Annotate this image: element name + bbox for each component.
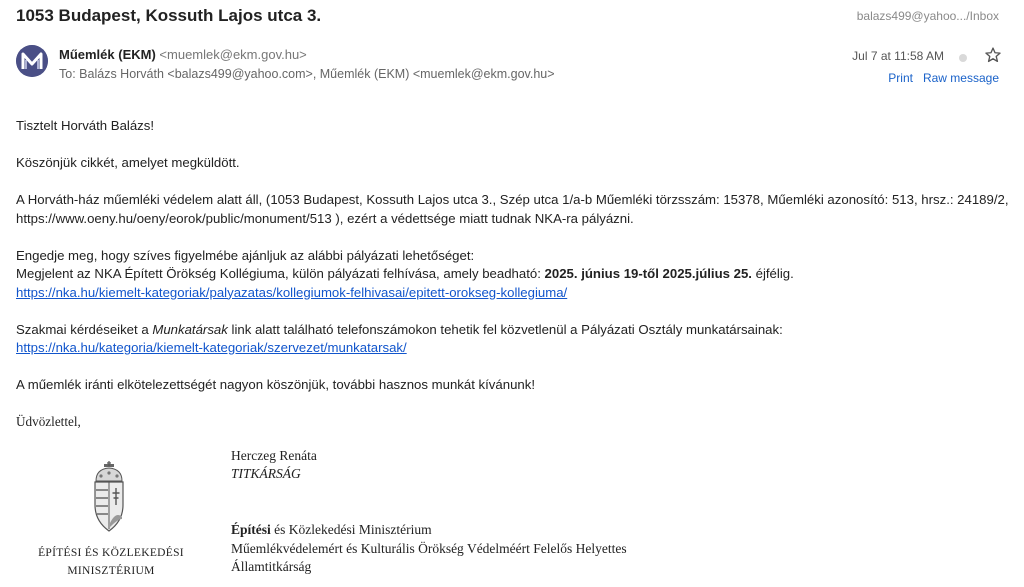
sender-line [59, 47, 307, 62]
protection-paragraph: A Horváth-ház műemléki védelem alatt áll, (1053 Budapest, Kossuth Lajos utca 3., Szép utca 1/a-b Műemléki törzsszám: 15378, Műemléki azonosító: 513, hrsz.: 24189/2, https://www.oeny.hu/oeny/eorok/public/monument/513 ), ezért a védettsége miatt tudnak NKA-ra pályázni. [16, 192, 1009, 226]
suggestion-line-2 [16, 265, 1011, 284]
message-actions [888, 71, 999, 85]
signature-org-rest: és Közlekedési Minisztérium [270, 522, 432, 537]
suggestion-line-1: Engedje meg, hogy szíves figyelmébe ajánljuk az alábbi pályázati lehetőséget: [16, 247, 475, 263]
to-recipients[interactable]: Balázs Horváth <balazs499@yahoo.com>, Műemlék (EKM) <muemlek@ekm.gov.hu> [79, 67, 555, 81]
questions-prefix: Szakmai kérdéseiket a [16, 321, 153, 337]
signature-title: TITKÁRSÁG [231, 466, 301, 481]
signature-name: Herczeg Renáta [231, 448, 317, 463]
raw-message-link[interactable]: Raw message [922, 71, 999, 85]
message-body [16, 117, 1011, 432]
thanks-paragraph: Köszönjük cikkét, amelyet megküldött. [16, 155, 240, 170]
sender-email[interactable]: <muemlek@ekm.gov.hu> [159, 47, 307, 62]
print-link[interactable]: Print [888, 71, 913, 85]
suggestion-prefix: Megjelent az NKA Épített Örökség Kollégiuma, külön pályázati felhívása, amely beadható: [16, 266, 545, 281]
nka-link-1[interactable]: https://nka.hu/kiemelt-kategoriak/palyazatas/kollegiumok-felhivasai/epitett-orokseg-kollegiuma/ [16, 284, 568, 300]
message-subject: 1053 Budapest, Kossuth Lajos utca 3. [16, 6, 322, 25]
ministry-emblem-caption [22, 544, 200, 580]
message-date: Jul 7 at 11:58 AM [852, 49, 944, 63]
questions-line [16, 321, 1011, 340]
closing-thanks: A műemlék iránti elkötelezettségét nagyon köszönjük, további hasznos munkát kívánunk! [16, 377, 535, 392]
account-path[interactable]: balazs499@yahoo.../Inbox [856, 9, 999, 23]
regards: Üdvözlettel, [16, 414, 81, 429]
star-icon[interactable] [984, 46, 1002, 64]
ministry-caption-line-2: MINISZTÉRIUM [67, 565, 155, 577]
sender-name[interactable]: Műemlék (EKM) [59, 47, 156, 62]
ministry-caption-line-1: ÉPÍTÉSI ÉS KÖZLEKEDÉSI [38, 547, 184, 559]
recipients-line [59, 67, 555, 81]
questions-suffix: link alatt található telefonszámokon tehetik fel közvetlenül a Pályázati Osztály munkatársainak: [227, 321, 783, 337]
signature-org-bold: Építési [231, 522, 271, 537]
signature-organization [231, 521, 627, 577]
signature-org-line-2: Műemlékvédelemért és Kulturális Örökség Védelméért Felelős Helyettes [231, 540, 627, 556]
questions-italic: Munkatársak [152, 321, 228, 337]
to-label: To: [59, 67, 76, 81]
nka-link-2[interactable]: https://nka.hu/kategoria/kiemelt-kategoriak/szervezet/munkatarsak/ [16, 340, 407, 355]
signature-org-line-3: Államtitkárság [231, 559, 312, 574]
deadline-text: 2025. június 19-től 2025.július 25. [544, 266, 752, 281]
coat-of-arms-icon [91, 461, 127, 535]
sender-avatar [16, 45, 48, 77]
signature-org-line-1 [231, 521, 627, 540]
ministry-logo-icon [16, 45, 48, 77]
suggestion-suffix: éjfélig. [751, 266, 794, 281]
greeting: Tisztelt Horváth Balázs! [16, 118, 155, 133]
unread-dot-icon[interactable] [959, 54, 967, 62]
